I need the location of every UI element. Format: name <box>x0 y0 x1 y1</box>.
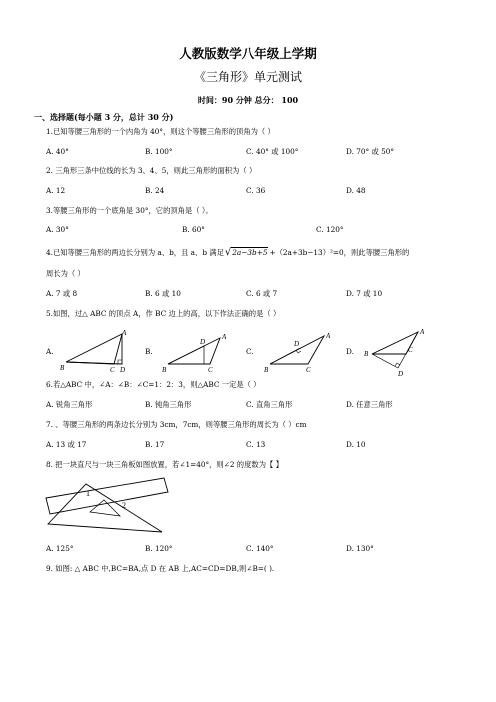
q5a-base <box>66 362 114 364</box>
question-6-text: 6.若△ABC 中，∠A：∠B：∠C=1：2：3，则△ABC 一定是（ ） <box>46 380 261 389</box>
question-3-option-c[interactable]: C. 120° <box>316 225 344 234</box>
question-6-option-c[interactable]: C. 直角三角形 <box>246 400 293 409</box>
question-5-text: 5.如图，过△ ABC 的顶点 A，作 BC 边上的高，以下作法正确的是（ ） <box>46 309 281 318</box>
q5a-side <box>114 334 122 364</box>
time-info: 时间：90 分钟 总分： 100 <box>197 95 299 105</box>
question-7-option-b[interactable]: B. 17 <box>145 440 165 449</box>
question-7-option-d[interactable]: D. 10 <box>346 440 366 449</box>
question-4-option-a[interactable]: A. 7 或 8 <box>46 289 78 298</box>
q5c-label-c: C <box>306 366 311 374</box>
q5-figure-c <box>262 330 334 374</box>
question-5-option-a[interactable]: A. <box>46 347 54 356</box>
q5c-label-b: B <box>264 366 269 374</box>
question-5-option-d[interactable]: D. <box>346 347 354 356</box>
q5b-label-c: C <box>208 366 213 374</box>
question-9-text: 9. 如图: △ ABC 中,BC=BA,点 D 在 AB 上,AC=CD=DB,则∠B=( ). <box>46 564 275 573</box>
q5d-label-b: B <box>364 350 369 358</box>
question-7-option-a[interactable]: A. 13 或 17 <box>46 440 87 449</box>
question-6-option-a[interactable]: A. 锐角三角形 <box>46 400 93 409</box>
question-5-option-c[interactable]: C. <box>246 347 254 356</box>
question-8-option-d[interactable]: D. 130° <box>346 544 374 553</box>
question-8-option-a[interactable]: A. 125° <box>46 544 74 553</box>
radical-sign-icon: √ <box>224 247 232 258</box>
q5a-label-c: C <box>110 366 115 374</box>
ruler <box>46 478 168 514</box>
question-1-option-a[interactable]: A. 40° <box>46 147 69 156</box>
q5a-right-angle-mark <box>118 360 122 364</box>
q5c-height <box>270 348 300 364</box>
question-4-text-line2: 周长为（ ） <box>46 269 85 278</box>
question-2-option-c[interactable]: C. 36 <box>246 186 266 195</box>
question-3-option-a[interactable]: A. 30° <box>46 225 69 234</box>
question-7-option-c[interactable]: C. 13 <box>246 440 266 449</box>
q5d-label-d: D <box>398 370 404 378</box>
q5b-label-a: A <box>222 333 227 341</box>
q5a-label-b: B <box>60 364 65 372</box>
q5-figure-a <box>58 328 128 374</box>
question-1-option-c[interactable]: C. 40° 或 100° <box>246 147 299 156</box>
question-3-option-b[interactable]: B. 60° <box>182 225 205 234</box>
angle-1-label: 1 <box>86 489 90 498</box>
q5d-segment-bd <box>372 354 398 368</box>
q5a-triangle <box>66 334 122 364</box>
question-4-option-d[interactable]: D. 7 或 10 <box>346 289 383 298</box>
question-8-option-c[interactable]: C. 140° <box>246 544 274 553</box>
question-2-option-b[interactable]: B. 24 <box>145 186 165 195</box>
question-8-text: 8. 把一块直尺与一块三角板如图放置，若∠1=40°，则∠2 的度数为【 】 <box>46 460 283 469</box>
q5d-label-c: C <box>408 346 413 354</box>
q5a-label-a: A <box>122 329 127 337</box>
question-6-option-d[interactable]: D. 任意三角形 <box>346 400 393 409</box>
question-4-text-before: 4.已知等腰三角形的两边长分别为 a、b，且 a、b 满足 <box>46 248 224 257</box>
radical-expression <box>225 247 269 258</box>
section-heading: 一、选择题(每小题 3 分，总计 30 分) <box>34 112 174 122</box>
question-1-option-d[interactable]: D. 70° 或 50° <box>346 147 395 156</box>
question-1-text: 1.已知等腰三角形的一个内角为 40°，则这个等腰三角形的顶角为（ ） <box>46 127 275 136</box>
question-8-option-b[interactable]: B. 120° <box>145 544 173 553</box>
question-6-option-b[interactable]: B. 钝角三角形 <box>145 400 192 409</box>
set-square-outer <box>48 484 162 532</box>
page-title: 人教版数学八年级上学期 <box>179 46 317 61</box>
angle-2-label: 2 <box>122 501 126 510</box>
question-3-text: 3.等腰三角形的一个底角是 30°，它的顶角是（ ）。 <box>46 206 213 215</box>
question-1-option-b[interactable]: B. 100° <box>145 147 173 156</box>
q5-figure-d <box>362 326 434 378</box>
q5a-label-d: D <box>120 366 126 374</box>
q5c-label-a: A <box>326 332 331 340</box>
q5b-label-b: B <box>162 366 167 374</box>
question-5-option-b[interactable]: B. <box>145 347 153 356</box>
q5b-label-d: D <box>200 338 206 346</box>
q5b-segment <box>168 346 204 364</box>
question-4-text-after: +（2a+3b−13）²=0，则此等腰三角形的 <box>269 248 410 257</box>
question-4-text <box>46 247 409 258</box>
q8-figure <box>44 474 174 538</box>
q5-figure-b <box>162 330 234 374</box>
question-4-option-c[interactable]: C. 6 或 7 <box>246 289 278 298</box>
page-subtitle: 《三角形》单元测试 <box>193 70 302 84</box>
q5c-label-d: D <box>294 340 300 348</box>
question-2-option-d[interactable]: D. 48 <box>346 186 366 195</box>
q5d-label-a: A <box>420 328 425 336</box>
question-2-option-a[interactable]: A. 12 <box>46 186 66 195</box>
question-2-text: 2. 三角形三条中位线的长为 3、4、5，则此三角形的面积为（ ） <box>46 166 257 175</box>
question-7-text: 7. 、等腰三角形的两条边长分别为 3cm，7cm，则等腰三角形的周长为（ ）cm <box>46 420 307 429</box>
question-4-option-b[interactable]: B. 6 或 10 <box>145 289 181 298</box>
radicand: 2a−3b+5 <box>232 248 268 257</box>
